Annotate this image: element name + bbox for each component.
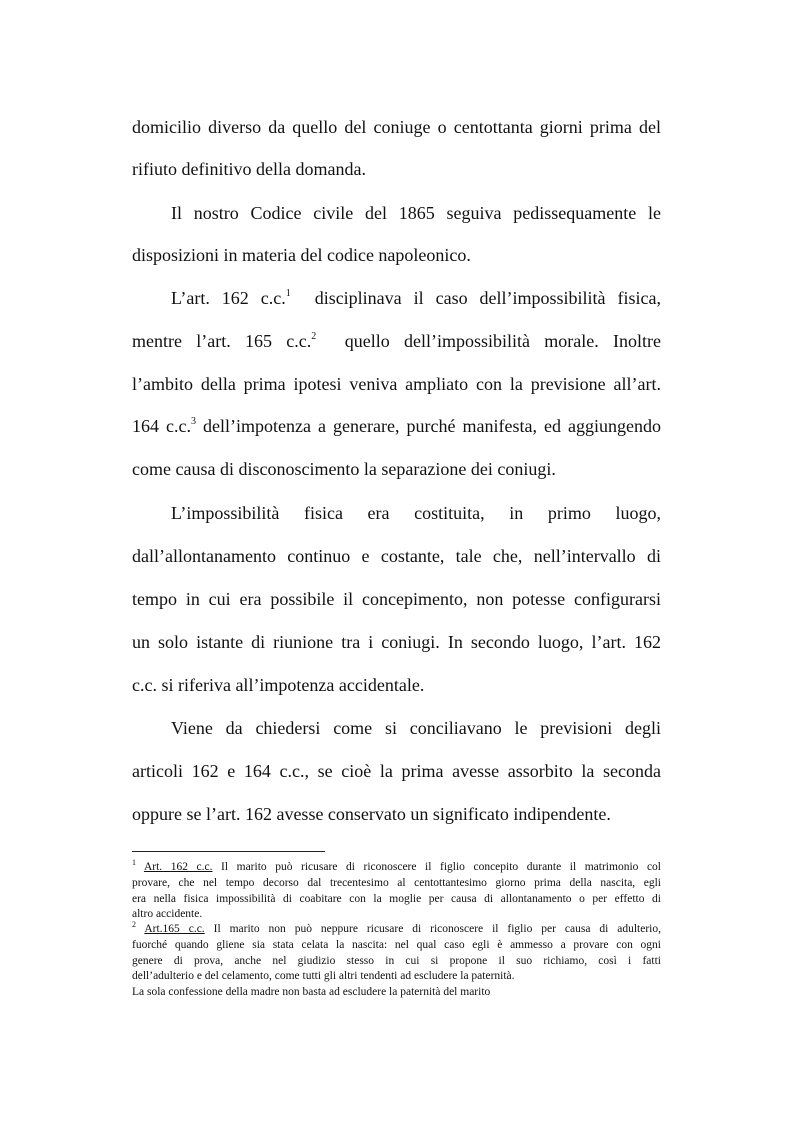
body-line: tempo in cui era possibile il concepimento, non potesse configurarsi <box>132 589 661 609</box>
body-line: dall’allontanamento continuo e costante, tale che, nell’intervallo di <box>132 546 661 566</box>
footnote-line: provare, che nel tempo decorso dal trecentesimo al centottantesimo giorno prima della nascita, egli <box>132 877 661 889</box>
footnote-line: altro accidente. <box>132 908 203 920</box>
body-line: Il nostro Codice civile del 1865 seguiva pedissequamente le <box>171 203 661 223</box>
footnote-line: fuorché quando gliene sia stata celata la nascita: nel qual caso egli è ammesso a provare con ogni <box>132 939 661 951</box>
footnote-ref: 2 <box>311 331 317 342</box>
body-line <box>171 287 661 309</box>
body-text: dell’impotenza a generare, purché manifesta, ed aggiungendo <box>203 416 662 436</box>
body-line: disposizioni in materia del codice napoleonico. <box>132 245 471 265</box>
footnote-ref: 1 <box>285 288 291 299</box>
body-line: rifiuto definitivo della domanda. <box>132 159 366 179</box>
footnote-line: La sola confessione della madre non basta ad escludere la paternità del marito <box>132 986 491 998</box>
body-line: come causa di disconoscimento la separazione dei coniugi. <box>132 459 556 479</box>
body-text: mentre l’art. 165 c.c. <box>132 331 312 351</box>
body-text: L’art. 162 c.c. <box>171 288 286 308</box>
body-line: c.c. si riferiva all’impotenza accidentale. <box>132 675 425 695</box>
footnote-line: genere di prova, anche nel giudizio stesso in cui si propone il suo richiamo, così i fatti <box>132 955 661 967</box>
footnote-article-ref: Art. 162 c.c. <box>143 861 213 873</box>
body-text: 164 c.c. <box>132 416 192 436</box>
body-line: un solo istante di riunione tra i coniugi. In secondo luogo, l’art. 162 <box>132 632 661 652</box>
footnote-text: Il marito non può neppure ricusare di riconoscere il figlio per causa di adulterio, <box>213 923 661 935</box>
footnote-line: era nella fisica impossibilità di coabitare con la moglie per causa di allontanamento o per effetto di <box>132 893 661 905</box>
body-text: disciplinava il caso dell’impossibilità fisica, <box>314 288 661 308</box>
body-line: l’ambito della prima ipotesi veniva ampliato con la previsione all’art. <box>132 374 661 394</box>
footnote-article-ref: Art.165 c.c. <box>144 923 205 935</box>
body-line <box>132 330 661 352</box>
footnote-2 <box>132 921 661 937</box>
body-line: domicilio diverso da quello del coniuge o centottanta giorni prima del <box>132 117 661 137</box>
footnote-ref: 3 <box>191 416 197 427</box>
body-line: Viene da chiedersi come si conciliavano le previsioni degli <box>171 718 661 738</box>
footnote-separator <box>132 851 325 852</box>
footnote-1 <box>132 859 661 875</box>
body-line: L’impossibilità fisica era costituita, in primo luogo, <box>171 503 661 523</box>
footnote-mark: 1 <box>132 858 136 867</box>
body-text: quello dell’impossibilità morale. Inoltre <box>344 331 661 351</box>
body-line: oppure se l’art. 162 avesse conservato un significato indipendente. <box>132 804 611 824</box>
footnote-text: Il marito può ricusare di riconoscere il figlio concepito durante il matrimonio col <box>221 861 662 873</box>
body-line: articoli 162 e 164 c.c., se cioè la prima avesse assorbito la seconda <box>132 761 661 781</box>
body-line <box>132 415 661 437</box>
footnote-line: dell’adulterio e del celamento, come tutti gli altri tendenti ad escludere la paternità. <box>132 970 515 982</box>
footnote-mark: 2 <box>132 920 136 929</box>
